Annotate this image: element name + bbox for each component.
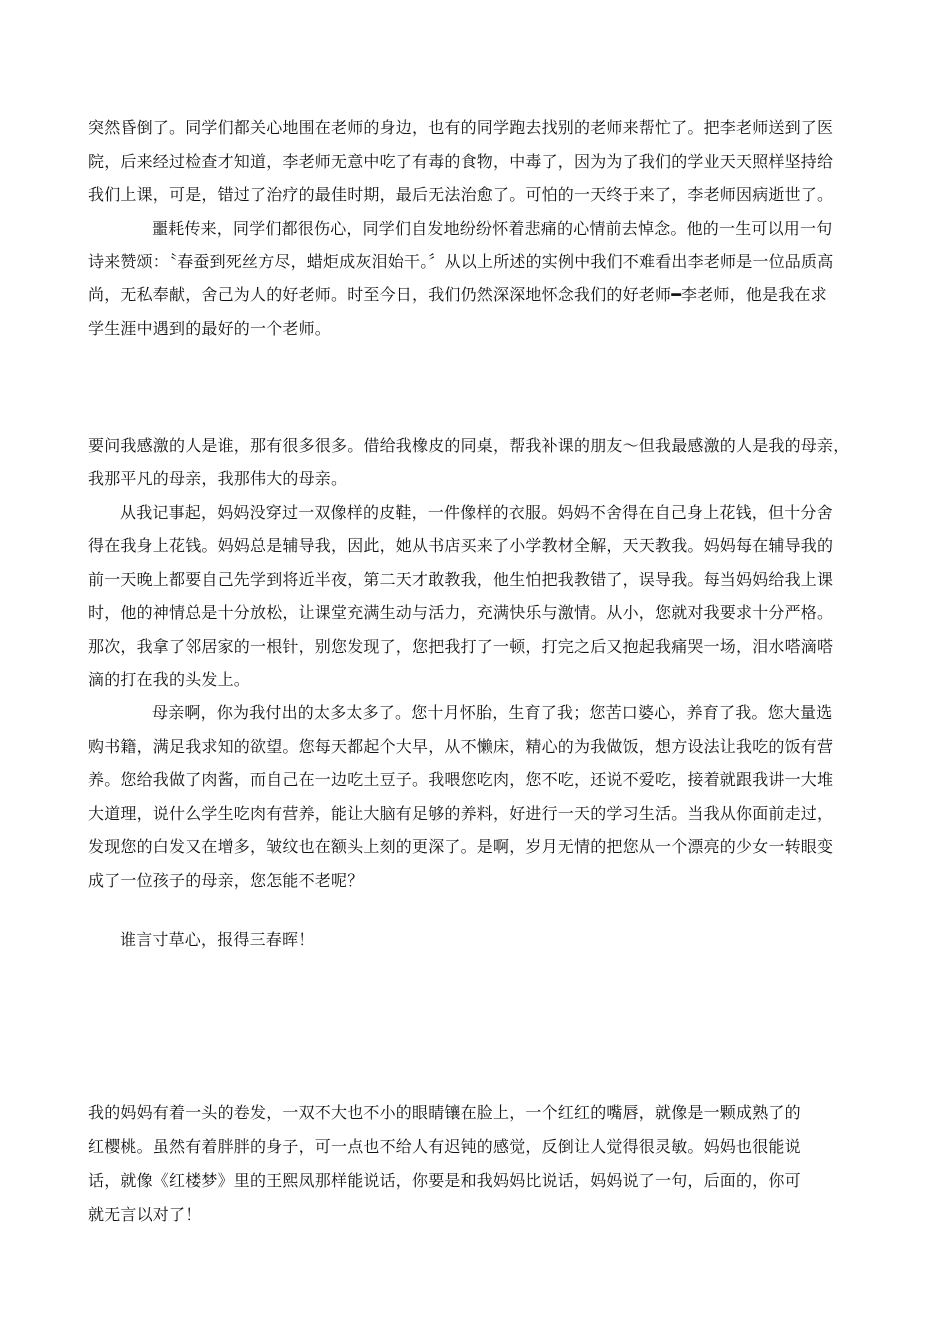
text-line: 噩耗传来，同学们都很伤心，同学们自发地纷纷怀着悲痛的心情前去悼念。他的一生可以用一句 [152, 219, 833, 238]
text-line: 时，他的神情总是十分放松，让课堂充满生动与活力，充满快乐与激情。从小，您就对我要求十分严格。 [88, 603, 834, 622]
text-line: 要问我感激的人是谁，那有很多很多。借给我橡皮的同桌，帮我补课的朋友～但我最感激的人是我的母亲， [88, 436, 850, 455]
text-line: 红樱桃。虽然有着胖胖的身子，可一点也不给人有迟钝的感觉，反倒让人觉得很灵敏。妈妈也很能说 [88, 1137, 801, 1156]
text-line: 发现您的白发又在增多，皱纹也在额头上刻的更深了。是啊，岁月无情的把您从一个漂亮的少女一转眼变 [88, 837, 834, 856]
text-line: 从我记事起，妈妈没穿过一双像样的皮鞋，一件像样的衣服。妈妈不舍得在自己身上花钱，但十分舍 [120, 503, 833, 522]
text-line: 前一天晚上都要自己先学到将近半夜，第二天才敢教我，他生怕把我教错了，误导我。每当妈妈给我上课 [88, 570, 834, 589]
text-line: 学生涯中遇到的最好的一个老师。 [88, 319, 332, 338]
text-line: 购书籍，满足我求知的欲望。您每天都起个大早，从不懒床，精心的为我做饭，想方设法让我吃的饭有营 [88, 737, 834, 756]
text-line: 院，后来经过检查才知道，李老师无意中吃了有毒的食物，中毒了，因为为了我们的学业天天照样坚持给 [88, 152, 834, 171]
text-line: 尚，无私奉献，舍己为人的好老师。时至今日，我们仍然深深地怀念我们的好老师━李老师，他是我在求 [88, 285, 827, 304]
text-line: 诗来赞颂：〝春蚕到死丝方尽，蜡炬成灰泪始干。〞从以上所述的实例中我们不难看出李老师是一位品质高 [88, 252, 834, 271]
closing-line: 谁言寸草心，报得三春晖！ [120, 930, 315, 949]
text-line: 成了一位孩子的母亲，您怎能不老呢？ [88, 871, 364, 890]
text-line: 我们上课，可是，错过了治疗的最佳时期，最后无法治愈了。可怕的一天终于来了，李老师因病逝世了。 [88, 185, 834, 204]
text-line: 大道理，说什么学生吃肉有营养，能让大脑有足够的养料，好进行一天的学习生活。当我从你面前走过， [88, 804, 834, 823]
text-line: 就无言以对了！ [88, 1205, 202, 1224]
text-line: 我那平凡的母亲，我那伟大的母亲。 [88, 469, 348, 488]
text-line: 那次，我拿了邻居家的一根针，别您发现了，您把我打了一顿，打完之后又抱起我痛哭一场，泪水嗒滴嗒 [88, 637, 834, 656]
text-line: 养。您给我做了肉酱，而自己在一边吃土豆子。我喂您吃肉，您不吃，还说不爱吃，接着就跟我讲一大堆 [88, 770, 834, 789]
text-line: 得在我身上花钱。妈妈总是辅导我，因此，她从书店买来了小学教材全解，天天教我。妈妈每在辅导我的 [88, 536, 834, 555]
text-line: 突然昏倒了。同学们都关心地围在老师的身边，也有的同学跑去找别的老师来帮忙了。把李老师送到了医 [88, 118, 834, 137]
text-line: 话，就像《红楼梦》里的王熙凤那样能说话，你要是和我妈妈比说话，妈妈说了一句，后面的，你可 [88, 1171, 801, 1190]
text-line: 我的妈妈有着一头的卷发，一双不大也不小的眼睛镶在脸上，一个红红的嘴唇，就像是一颗成熟了的 [88, 1103, 801, 1122]
text-line: 滴的打在我的头发上。 [88, 670, 251, 689]
text-line: 母亲啊，你为我付出的太多太多了。您十月怀胎，生育了我；您苦口婆心，养育了我。您大量选 [152, 703, 833, 722]
